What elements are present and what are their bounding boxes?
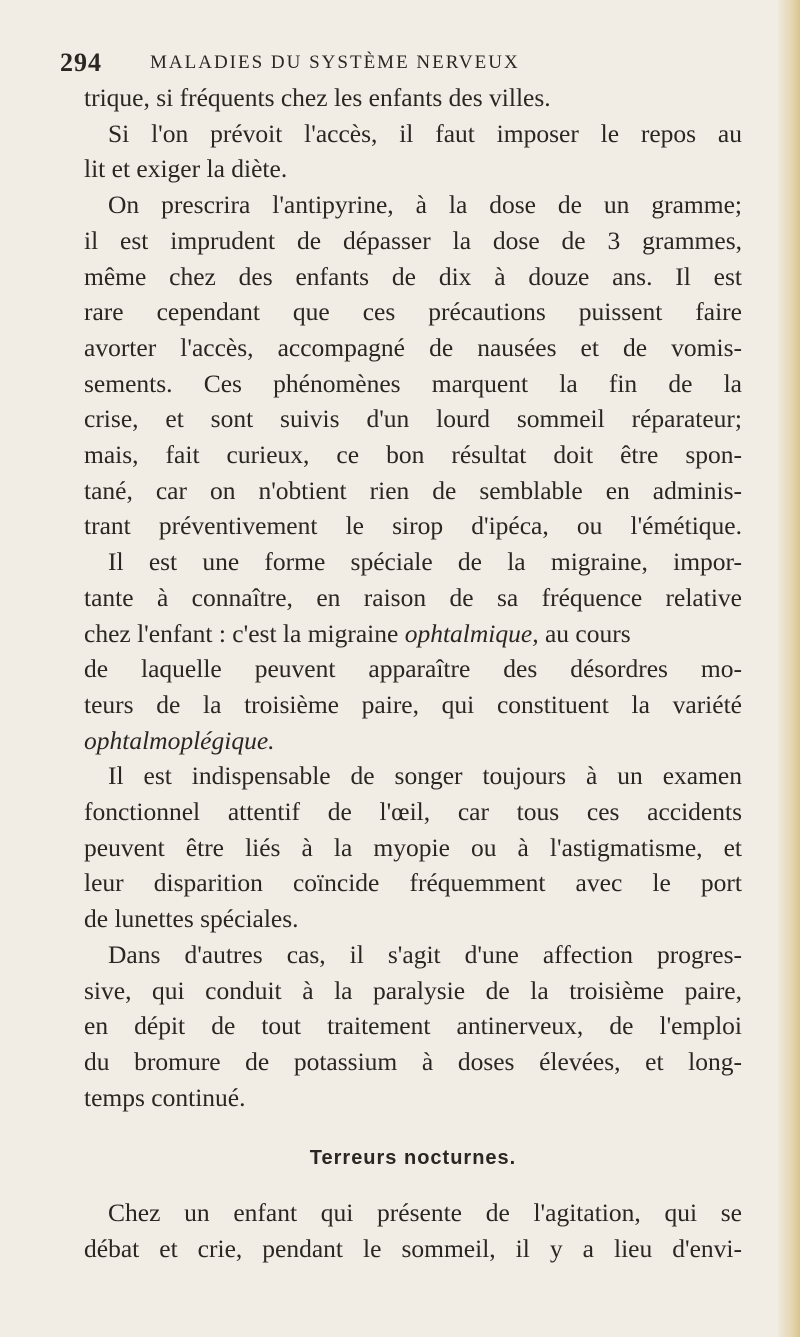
text-segment: chez l'enfant : c'est la migraine (84, 618, 405, 648)
text-line (84, 616, 742, 652)
text-line: tané, car on n'obtient rien de semblable en adminis- (84, 475, 742, 505)
text-line: leur disparition coïncide fréquemment avec le port (84, 868, 742, 898)
text-line: Il est une forme spéciale de la migraine, impor- (108, 547, 742, 577)
text-line: même chez des enfants de dix à douze ans. Il est (84, 261, 742, 291)
text-line: sements. Ces phénomènes marquent la fin de la (84, 368, 742, 398)
text-line: débat et crie, pendant le sommeil, il y a lieu d'envi- (84, 1234, 742, 1264)
body-text (84, 80, 742, 1267)
italic-term: ophtalmoplégique. (84, 725, 275, 755)
text-line: trique, si fréquents chez les enfants des villes. (84, 83, 551, 112)
text-line: Chez un enfant qui présente de l'agitation, qui se (108, 1198, 742, 1228)
text-line: On prescrira l'antipyrine, à la dose de un gramme; (108, 190, 742, 220)
text-line: rare cependant que ces précautions puissent faire (84, 297, 742, 327)
text-line: du bromure de potassium à doses élevées, et long- (84, 1046, 742, 1076)
text-line: temps continué. (84, 1082, 246, 1112)
section-title: Terreurs nocturnes. (309, 1147, 517, 1170)
text-line: en dépit de tout traitement antinerveux, de l'emploi (84, 1011, 742, 1041)
text-line: de lunettes spéciales. (84, 904, 299, 934)
text-line: Dans d'autres cas, il s'agit d'une affection progres- (108, 939, 742, 969)
page-header (60, 48, 750, 84)
text-line: crise, et sont suivis d'un lourd sommeil réparateur; (84, 404, 742, 434)
text-line: il est imprudent de dépasser la dose de 3 grammes, (84, 225, 742, 255)
text-line: lit et exiger la diète. (84, 154, 288, 184)
italic-term: ophtalmique, (404, 618, 539, 648)
text-line: Il est indispensable de songer toujours à un examen (108, 761, 742, 791)
text-line: trant préventivement le sirop d'ipéca, ou l'émétique. (84, 511, 742, 541)
text-line: fonctionnel attentif de l'œil, car tous ces accidents (84, 797, 742, 827)
text-line: sive, qui conduit à la paralysie de la troisième paire, (84, 975, 742, 1005)
text-line: Si l'on prévoit l'accès, il faut imposer le repos au (108, 118, 742, 148)
text-line: tante à connaître, en raison de sa fréquence relative (84, 582, 742, 612)
text-line: teurs de la troisième paire, qui constituent la variété (84, 689, 742, 719)
text-line: peuvent être liés à la myopie ou à l'astigmatisme, et (84, 832, 742, 862)
text-line (84, 723, 742, 759)
text-line: de laquelle peuvent apparaître des désordres mo- (84, 654, 742, 684)
text-line: mais, fait curieux, ce bon résultat doit être spon- (84, 440, 742, 470)
text-line: avorter l'accès, accompagné de nausées et de vomis- (84, 332, 742, 362)
text-segment: au cours (538, 618, 631, 648)
page-edge (778, 0, 800, 1337)
running-title: MALADIES DU SYSTÈME NERVEUX (150, 52, 520, 73)
page-number: 294 (60, 48, 102, 77)
